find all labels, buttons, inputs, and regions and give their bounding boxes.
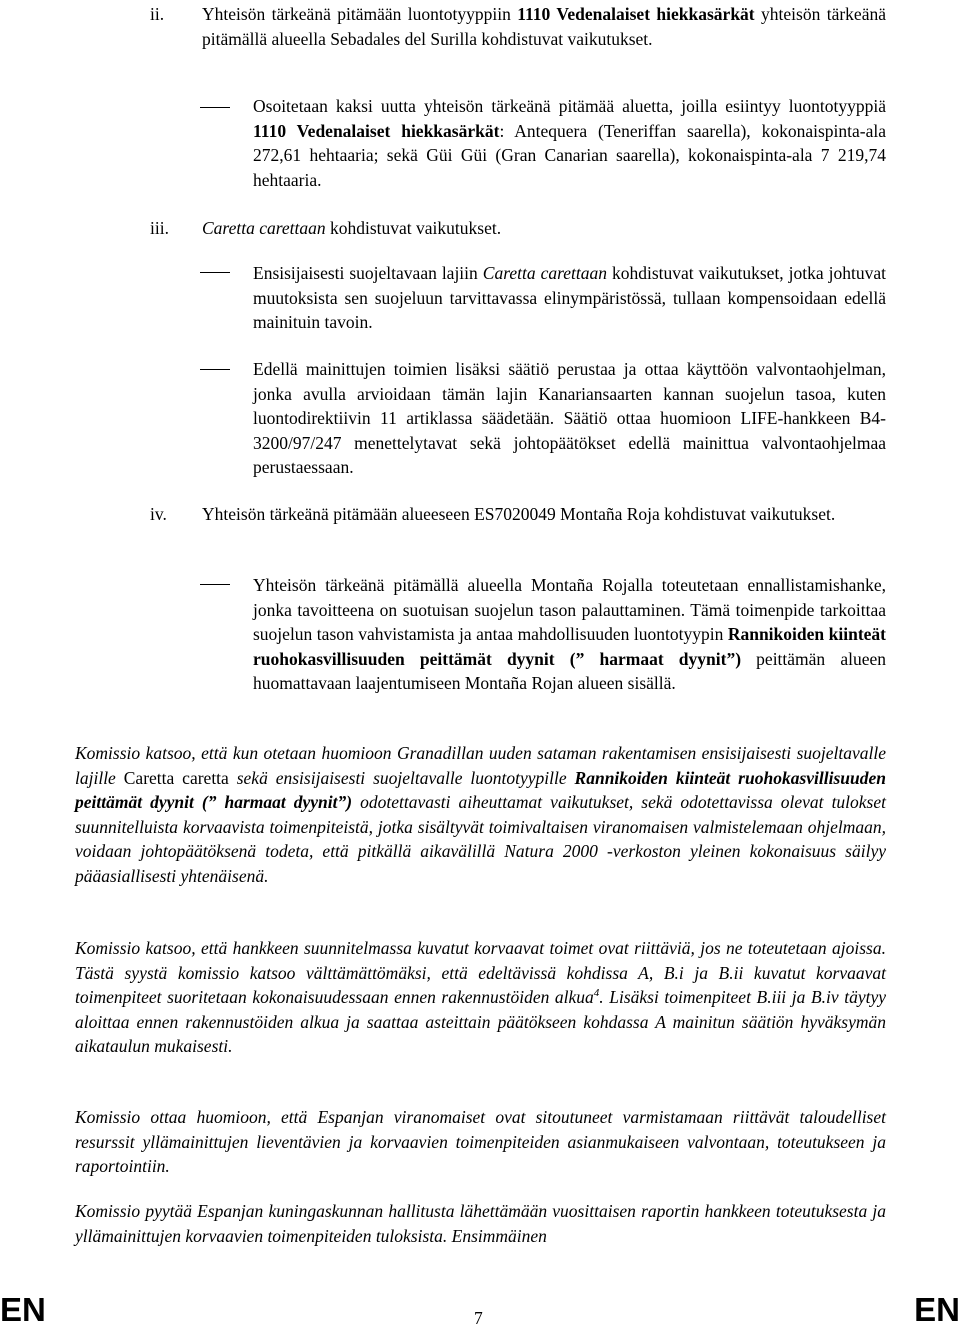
item-iv-text: Yhteisön tärkeänä pitämään alueeseen ES7020049 Montaña Roja kohdistuvat vaikutukset. [202, 504, 836, 524]
page-number: 7 [474, 1308, 483, 1328]
dash-bullet [200, 369, 230, 370]
item-ii-bullet: Osoitetaan kaksi uutta yhteisön tärkeänä pitämää aluetta, joilla esiintyy luontotyyppiä 1110 Vedenalaiset hiekkasärkät: Antequera (Teneriffan saarella), kokonaispinta-ala 272,61 hehtaaria; sekä Güi Güi (Gran Canarian saarella), kokonaispinta-ala 7 219,74 hehtaaria. [253, 96, 886, 190]
item-iii-bullet-1: Ensisijaisesti suojeltavaan lajiin Caretta carettaan kohdistuvat vaikutukset, jotka johtuvat muutoksista sen suojeluun tarvittavassa elinympäristössä, tullaan kompensoidaan edellä mainituin tavoin. [253, 263, 886, 332]
dash-bullet [200, 107, 230, 108]
paragraph-3: Komissio ottaa huomioon, että Espanjan viranomaiset ovat sitoutuneet varmistamaan riittävät taloudelliset resurssit yllämainittujen lieventävien ja korvaavien toimenpiteiden asianmukaiseen valvontaan, toteutukseen ja raportointiin. [75, 1107, 886, 1176]
dash-bullet [200, 584, 230, 585]
item-iv-label: iv. [150, 504, 167, 524]
item-ii-label: ii. [150, 4, 165, 24]
footer-language-left: EN [0, 1291, 46, 1328]
item-iii-label: iii. [150, 218, 169, 238]
paragraph-2: Komissio katsoo, että hankkeen suunnitelmassa kuvatut korvaavat toimet ovat riittäviä, jos ne toteutetaan ajoissa. Tästä syystä komissio katsoo välttämättömäksi, että edeltävissä kohdissa A, B.i ja B.ii kuvatut korvaavat toimenpiteet suoritetaan kokonaisuudessaan ennen rakennustöiden alkua$^4$. Lisäksi toimenpiteet B.iii ja B.iv täytyy aloittaa ennen rakennustöiden alkua ja saattaa asteittain päätökseen kohdassa A mainitun säätiön hyväksymän aikataulun mukaisesti. [75, 938, 886, 1056]
paragraph-1: Komissio katsoo, että kun otetaan huomioon Granadillan uuden sataman rakentamisen ensisijaisesti suojeltavalle lajille Caretta caretta sekä ensisijaisesti suojeltavalle luontotyypille Rannikoiden kiinteät ruohokasvillisuuden peittämät dyynit (” harmaat dyynit”) odotettavasti aiheuttamat vaikutukset, sekä odotettavissa olevat tulokset suunnitelluista korvaavista toimenpiteistä, jotka sisältyvät toimivaltaisen viranomaisen valmistelemaan ohjelmaan, voidaan johtopäätöksenä todeta, että pitkällä aikavälillä Natura 2000 -verkoston yleinen kokonaisuus säilyy pääasiallisesti yhtenäisenä. [75, 743, 887, 886]
item-iii-text: Caretta carettaan kohdistuvat vaikutukset. [202, 218, 502, 238]
item-ii-text: Yhteisön tärkeänä pitämään luontotyyppiin 1110 Vedenalaiset hiekkasärkät yhteisön tärkeänä pitämällä alueella Sebadales del Surilla kohdistuvat vaikutukset. [202, 4, 886, 49]
footer-language-right: EN [914, 1291, 960, 1328]
paragraph-4: Komissio pyytää Espanjan kuningaskunnan hallitusta lähettämään vuosittaisen raportin hankkeen toteutuksesta ja yllämainittujen korvaavien toimenpiteiden tuloksista. Ensimmäinen [75, 1201, 886, 1246]
dash-bullet [200, 272, 230, 273]
item-iii-bullet-2: Edellä mainittujen toimien lisäksi säätiö perustaa ja ottaa käyttöön valvontaohjelman, jonka avulla arvioidaan tämän lajin Kanariansaarten kannan suojelun tasoa, kuten luontodirektiivin 11 artiklassa säädetään. Säätiö ottaa huomioon LIFE-hankkeen B4-3200/97/247 menettelytavat sekä johtopäätökset edellä mainittua valvontaohjelmaa perustaessaan. [253, 359, 886, 477]
item-iv-bullet: Yhteisön tärkeänä pitämällä alueella Montaña Rojalla toteutetaan ennallistamishanke, jonka tavoitteena on suotuisan suojelun tason palauttaminen. Tämä toimenpide tarkoittaa suojelun tason vahvistamista ja antaa mahdollisuuden luontotyypin Rannikoiden kiinteät ruohokasvillisuuden peittämät dyynit (” harmaat dyynit”) peittämän alueen huomattavaan laajentumiseen Montaña Rojan alueen sisällä. [253, 575, 886, 693]
